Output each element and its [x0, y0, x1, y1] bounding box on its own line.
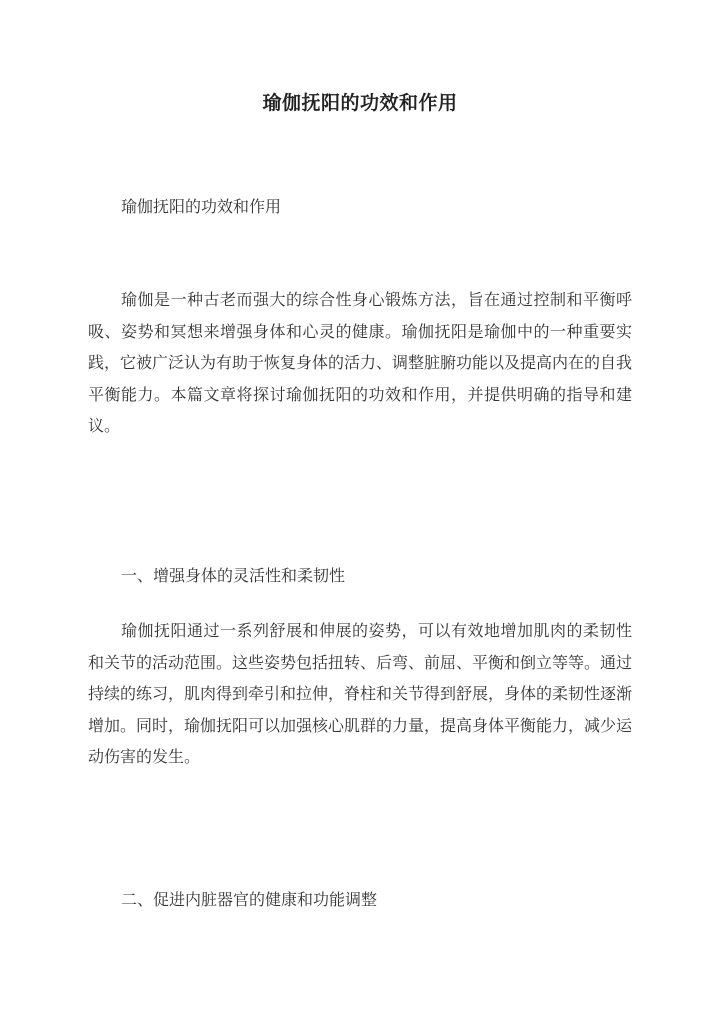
document-title: 瑜伽抚阳的功效和作用: [262, 92, 458, 114]
section-1-paragraph: 瑜伽抚阳通过一系列舒展和伸展的姿势，可以有效地增加肌肉的柔韧性和关节的活动范围。这些姿势包括扭转、后弯、前屈、平衡和倒立等等。通过持续的练习，肌肉得到牵引和拉伸，脊柱和关节得到舒展，身体的柔韧性逐渐增加。同时，瑜伽抚阳可以加强核心肌群的力量，提高身体平衡能力，减少运动伤害的发生。: [88, 621, 633, 766]
section-2-heading: 二、促进内脏器官的健康和功能调整: [121, 890, 378, 909]
section-1-heading: 一、增强身体的灵活性和柔韧性: [121, 566, 346, 585]
document-subtitle: 瑜伽抚阳的功效和作用: [121, 197, 282, 216]
intro-paragraph: 瑜伽是一种古老而强大的综合性身心锻炼方法，旨在通过控制和平衡呼吸、姿势和冥想来增强身体和心灵的健康。瑜伽抚阳是瑜伽中的一种重要实践，它被广泛认为有助于恢复身体的活力、调整脏腑功能以及提高内在的自我平衡能力。本篇文章将探讨瑜伽抚阳的功效和作用，并提供明确的指导和建议。: [88, 290, 633, 435]
